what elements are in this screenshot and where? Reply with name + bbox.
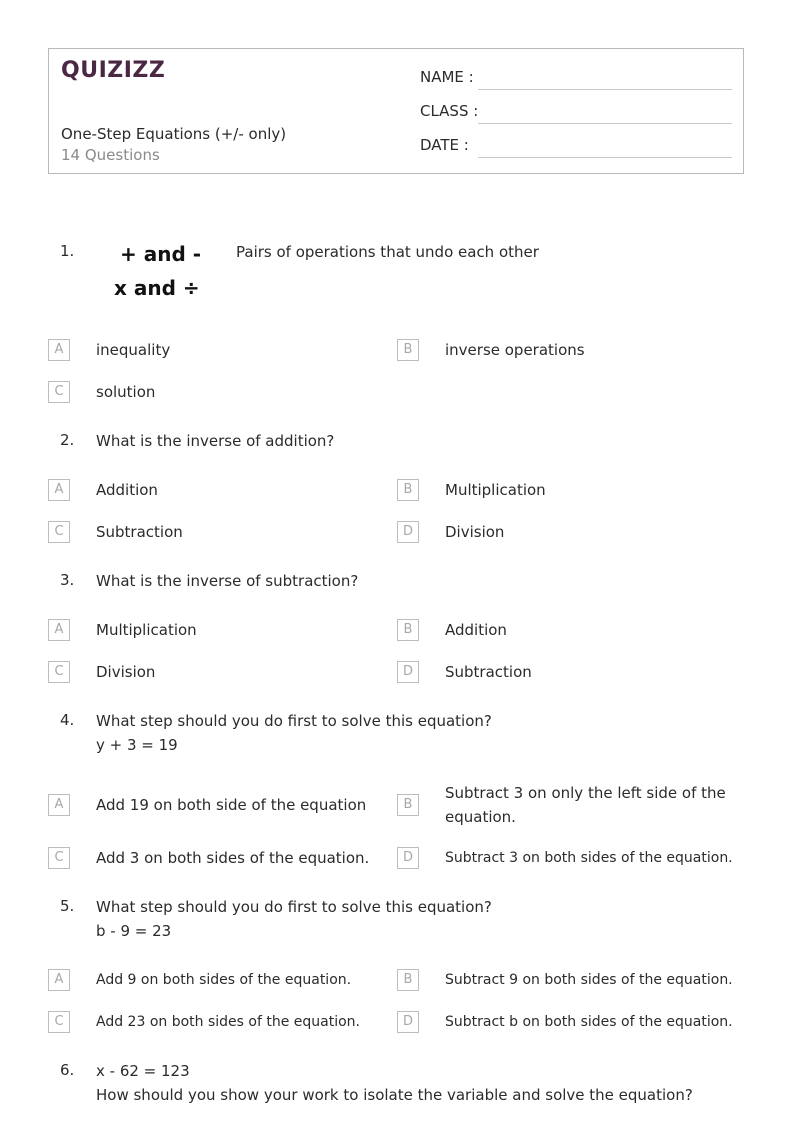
option-d-text: Subtraction <box>445 663 532 681</box>
option-b-box[interactable]: B <box>397 339 419 361</box>
option-b-text: Subtract 9 on both sides of the equation. <box>445 972 733 988</box>
option-a-box[interactable]: A <box>48 479 70 501</box>
option-c-text: Add 3 on both sides of the equation. <box>96 849 370 867</box>
option-d-box[interactable]: D <box>397 1011 419 1033</box>
option-c-text: solution <box>96 383 156 401</box>
option-a-text: inequality <box>96 341 171 359</box>
equation-line: y + 3 = 19 <box>96 736 178 754</box>
option-b-box[interactable]: B <box>397 619 419 641</box>
question-line: Pairs of operations that undo each other <box>236 243 539 261</box>
option-d-text: Subtract 3 on both sides of the equation. <box>445 850 733 866</box>
question-number: 5. <box>60 897 75 915</box>
option-c-box[interactable]: C <box>48 521 70 543</box>
option-a-box[interactable]: A <box>48 969 70 991</box>
option-a-text: Multiplication <box>96 621 197 639</box>
option-b-text: Subtract 3 on only the left side of the equation. <box>445 784 726 826</box>
option-b-text: Multiplication <box>445 481 546 499</box>
option-c-box[interactable]: C <box>48 1011 70 1033</box>
option-c-box[interactable]: C <box>48 847 70 869</box>
equation-line: x - 62 = 123 <box>96 1062 190 1080</box>
equation-line: b - 9 = 23 <box>96 922 172 940</box>
operations-image <box>112 240 212 308</box>
question-line: What is the inverse of subtraction? <box>96 572 359 590</box>
question-number: 6. <box>60 1061 75 1079</box>
option-c-text: Subtraction <box>96 523 183 541</box>
question-text <box>236 240 539 264</box>
question-number: 1. <box>60 242 75 260</box>
worksheet-title: One-Step Equations (+/- only) <box>61 125 287 143</box>
question-count: 14 Questions <box>61 146 160 164</box>
class-label: CLASS : <box>420 102 479 120</box>
question-text <box>96 569 358 593</box>
question-text <box>96 895 492 943</box>
option-d-text: Division <box>445 523 505 541</box>
question-line: How should you show your work to isolate the variable and solve the equation? <box>96 1086 693 1104</box>
option-b-box[interactable]: B <box>397 794 419 816</box>
option-a-box[interactable]: A <box>48 794 70 816</box>
image-line-plus-minus: + and - <box>120 242 202 266</box>
date-label: DATE : <box>420 136 469 154</box>
option-c-box[interactable]: C <box>48 381 70 403</box>
option-c-text: Add 23 on both sides of the equation. <box>96 1014 360 1030</box>
question-line: What step should you do first to solve this equation? <box>96 898 492 916</box>
option-b-box[interactable]: B <box>397 479 419 501</box>
image-line-times-divide: x and ÷ <box>114 276 200 300</box>
question-text <box>96 1059 786 1107</box>
option-d-box[interactable]: D <box>397 521 419 543</box>
question-number: 2. <box>60 431 75 449</box>
option-b-box[interactable]: B <box>397 969 419 991</box>
option-a-text: Add 9 on both sides of the equation. <box>96 972 352 988</box>
question-line: What step should you do first to solve this equation? <box>96 712 492 730</box>
option-c-box[interactable]: C <box>48 661 70 683</box>
class-field[interactable] <box>478 123 732 124</box>
option-a-box[interactable]: A <box>48 619 70 641</box>
option-d-box[interactable]: D <box>397 661 419 683</box>
option-b-text: Addition <box>445 621 507 639</box>
option-a-box[interactable]: A <box>48 339 70 361</box>
option-d-box[interactable]: D <box>397 847 419 869</box>
option-b-text: inverse operations <box>445 341 585 359</box>
quizizz-logo: QUIZIZZ <box>61 58 166 83</box>
name-label: NAME : <box>420 68 474 86</box>
question-number: 3. <box>60 571 75 589</box>
option-d-text: Subtract b on both sides of the equation. <box>445 1014 733 1030</box>
question-text <box>96 429 334 453</box>
option-c-text: Division <box>96 663 156 681</box>
name-field[interactable] <box>478 89 732 90</box>
option-a-text: Add 19 on both side of the equation <box>96 796 367 814</box>
date-field[interactable] <box>478 157 732 158</box>
question-number: 4. <box>60 711 75 729</box>
question-text <box>96 709 492 757</box>
option-a-text: Addition <box>96 481 158 499</box>
question-line: What is the inverse of addition? <box>96 432 335 450</box>
